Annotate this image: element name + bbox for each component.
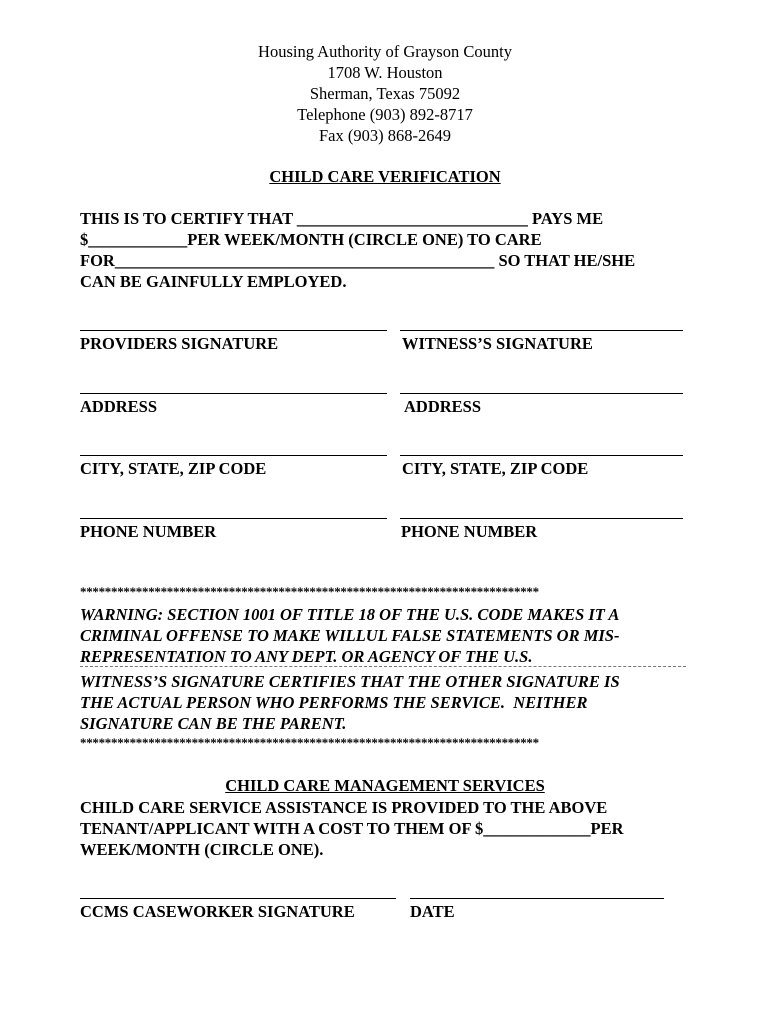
ccms-date-line[interactable] [410, 898, 664, 899]
ccms-date-label: DATE [410, 902, 455, 921]
ccms-line-2: TENANT/APPLICANT WITH A COST TO THEM OF $_____________PER [80, 819, 624, 838]
witness-note-line-3: SIGNATURE CAN BE THE PARENT. [80, 714, 347, 733]
witness-phone-label: PHONE NUMBER [401, 522, 538, 541]
provider-phone-label: PHONE NUMBER [80, 522, 217, 541]
witness-note-line-2: THE ACTUAL PERSON WHO PERFORMS THE SERVICE. NEITHER [80, 693, 588, 712]
org-telephone: Telephone (903) 892-8717 [297, 105, 473, 124]
witness-address-line[interactable] [400, 393, 683, 394]
witness-city-state-zip-label: CITY, STATE, ZIP CODE [402, 459, 589, 478]
stars-divider-bottom: ************************************************************************** [80, 735, 539, 750]
witness-phone-line[interactable] [400, 518, 683, 519]
witness-signature-line[interactable] [400, 330, 683, 331]
witness-signature-label: WITNESS’S SIGNATURE [402, 334, 593, 353]
org-fax: Fax (903) 868-2649 [319, 126, 451, 145]
providers-signature-line[interactable] [80, 330, 387, 331]
certify-line-4: CAN BE GAINFULLY EMPLOYED. [80, 272, 347, 291]
warning-line-3: REPRESENTATION TO ANY DEPT. OR AGENCY OF THE U.S. [80, 647, 533, 666]
witness-city-state-zip-line[interactable] [400, 455, 683, 456]
providers-signature-label: PROVIDERS SIGNATURE [80, 334, 279, 353]
provider-phone-line[interactable] [80, 518, 387, 519]
ccms-caseworker-signature-line[interactable] [80, 898, 396, 899]
org-city-state-zip: Sherman, Texas 75092 [309, 84, 461, 103]
provider-city-state-zip-line[interactable] [80, 455, 387, 456]
org-street: 1708 W. Houston [327, 63, 443, 82]
witness-address-label: ADDRESS [404, 397, 482, 416]
provider-address-line[interactable] [80, 393, 387, 394]
ccms-caseworker-signature-label: CCMS CASEWORKER SIGNATURE [80, 902, 355, 921]
witness-note-line-1: WITNESS’S SIGNATURE CERTIFIES THAT THE OTHER SIGNATURE IS [80, 672, 620, 691]
warning-line-2: CRIMINAL OFFENSE TO MAKE WILLUL FALSE STATEMENTS OR MIS- [80, 626, 620, 645]
provider-city-state-zip-label: CITY, STATE, ZIP CODE [80, 459, 267, 478]
ccms-line-3: WEEK/MONTH (CIRCLE ONE). [80, 840, 324, 859]
org-name: Housing Authority of Grayson County [258, 42, 512, 61]
ccms-line-1: CHILD CARE SERVICE ASSISTANCE IS PROVIDED TO THE ABOVE [80, 798, 608, 817]
ccms-heading: CHILD CARE MANAGEMENT SERVICES [225, 776, 545, 795]
warning-line-1: WARNING: SECTION 1001 OF TITLE 18 OF THE U.S. CODE MAKES IT A [80, 605, 620, 624]
form-title: CHILD CARE VERIFICATION [269, 167, 501, 186]
certify-line-1: THIS IS TO CERTIFY THAT ____________________________ PAYS ME [80, 209, 604, 228]
stars-divider-top: ************************************************************************** [80, 584, 539, 599]
certify-line-3: FOR______________________________________________ SO THAT HE/SHE [80, 251, 636, 270]
provider-address-label: ADDRESS [80, 397, 158, 416]
certify-line-2: $____________PER WEEK/MONTH (CIRCLE ONE) TO CARE [80, 230, 542, 249]
dashed-divider [80, 666, 686, 667]
